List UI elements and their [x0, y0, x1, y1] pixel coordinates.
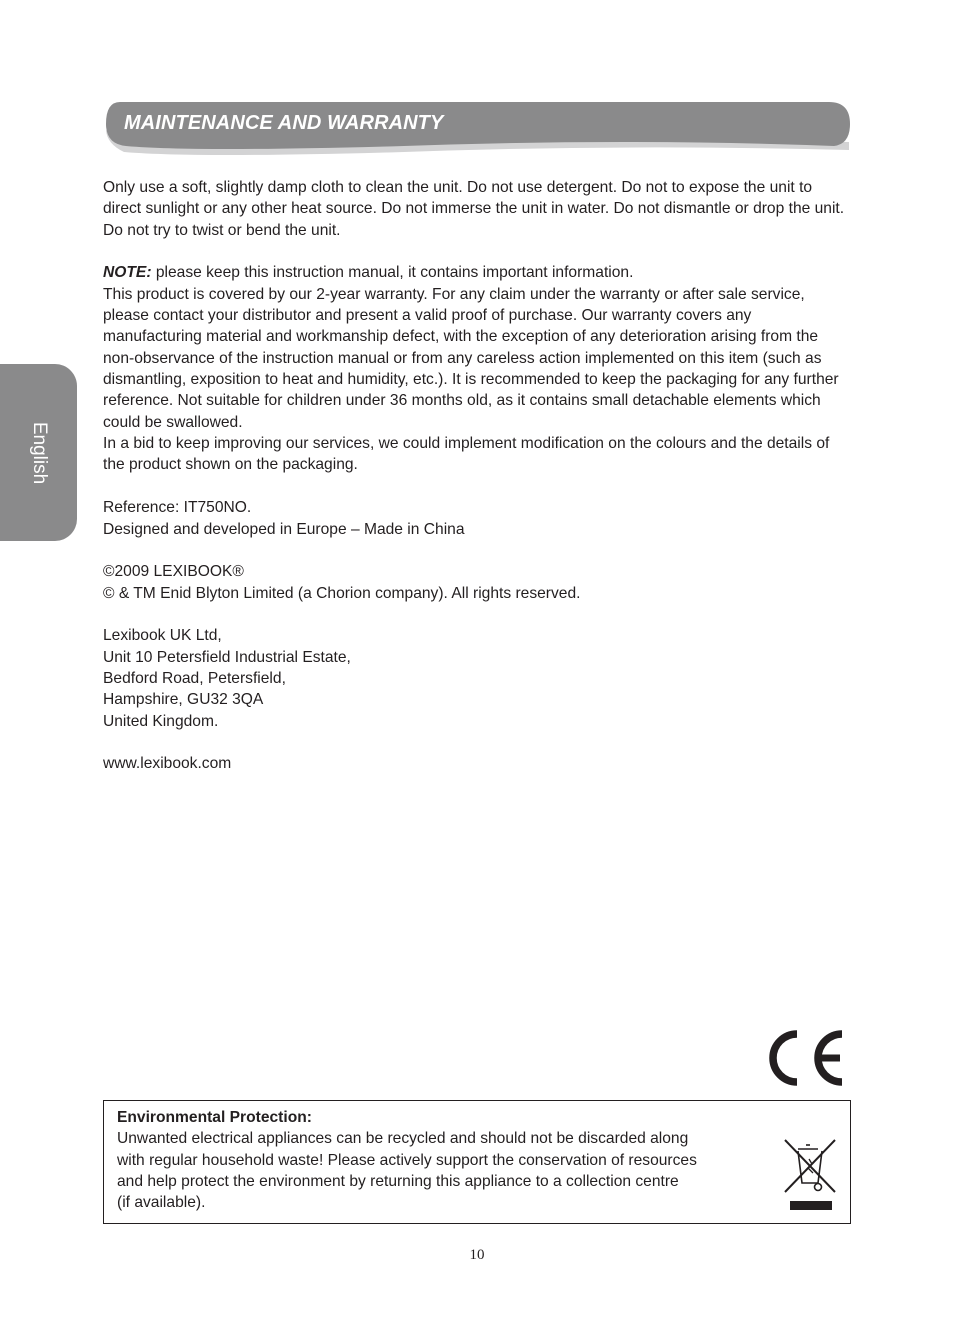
crossed-out-wheelie-bin-icon — [782, 1137, 840, 1213]
environmental-protection-box — [103, 1100, 851, 1224]
reference-line: Reference: IT750NO. — [103, 499, 252, 517]
note-paragraph — [103, 262, 853, 283]
page-number: 10 — [469, 1247, 485, 1263]
environmental-text — [117, 1107, 757, 1213]
ce-mark-icon — [760, 1027, 846, 1089]
address-line: Hampshire, GU32 3QA — [103, 691, 264, 709]
maintenance-paragraph: Only use a soft, slightly damp cloth to clean the unit. Do not use detergent. Do not to expose the unit to direct sunlight or any other heat source. Do not immerse the unit in water. Do not dismantle or drop the unit. Do not try to twist or bend the unit. — [103, 179, 845, 239]
improvement-paragraph: In a bid to keep improving our services, we could implement modification on the colours and the details of the product shown on the packaging. — [103, 435, 830, 474]
address-line: Lexibook UK Ltd, — [103, 627, 222, 645]
website-link: www.lexibook.com — [103, 755, 232, 773]
environmental-line: Unwanted electrical appliances can be recycled and should not be discarded along — [117, 1130, 689, 1148]
environmental-line: (if available). — [117, 1194, 206, 1212]
main-content — [103, 177, 853, 775]
origin-line: Designed and developed in Europe – Made in China — [103, 520, 465, 538]
environmental-line: and help protect the environment by returning this appliance to a collection centre — [117, 1172, 679, 1190]
trademark-line: © & TM Enid Blyton Limited (a Chorion company). All rights reserved. — [103, 584, 581, 602]
address-line: Bedford Road, Petersfield, — [103, 669, 286, 687]
language-tab — [0, 364, 77, 541]
language-tab-label: English — [28, 421, 50, 484]
environmental-title: Environmental Protection: — [117, 1109, 312, 1126]
copyright-line: ©2009 LEXIBOOK® — [103, 563, 244, 581]
section-header-banner — [104, 100, 852, 162]
environmental-line: with regular household waste! Please actively support the conservation of resources — [117, 1151, 697, 1169]
address-line: United Kingdom. — [103, 712, 219, 730]
warranty-paragraph: This product is covered by our 2-year warranty. For any claim under the warranty or after sale service, please contact your distributor and present a valid proof of purchase. Our warranty covers any manufacturing material and workmanship defect, with the exception of any deterioration arising from the non-observance of the instruction manual or from any careless action implemented on this item (such as dismantling, exposition to heat and humidity, etc.). It is recommended to keep the packaging for any further reference. Not suitable for children under 36 months old, as it contains small detachable elements which could be swallowed. — [103, 285, 839, 431]
note-text: please keep this instruction manual, it contains important information. — [151, 264, 634, 282]
address-line: Unit 10 Petersfield Industrial Estate, — [103, 648, 351, 666]
note-label: NOTE: — [103, 264, 152, 282]
page-title: MAINTENANCE AND WARRANTY — [124, 112, 444, 134]
